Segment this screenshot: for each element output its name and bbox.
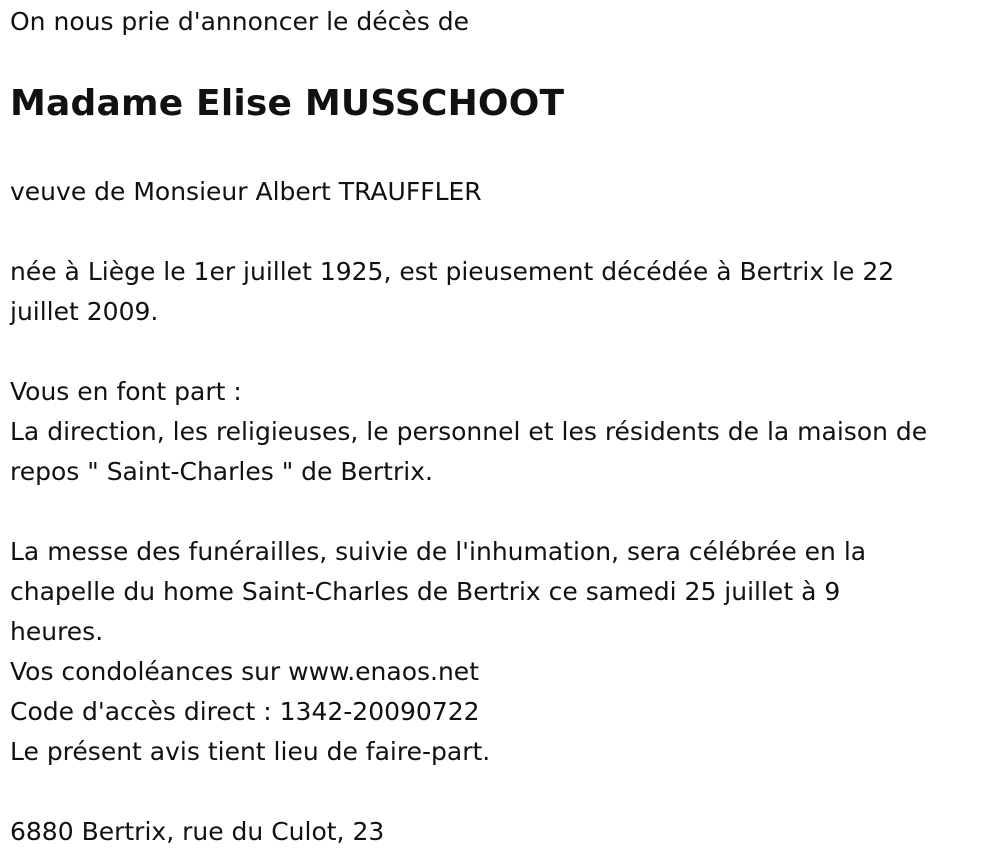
announcers-line-2: repos " Saint-Charles " de Bertrix. xyxy=(10,457,433,486)
faire-part-text: Le présent avis tient lieu de faire-part. xyxy=(10,737,491,766)
access-code-text: Code d'accès direct : 1342-20090722 xyxy=(10,697,480,726)
condolences-text: Vos condoléances sur www.enaos.net xyxy=(10,657,479,686)
spacer xyxy=(10,492,990,532)
announcers-line-1: La direction, les religieuses, le personnel et les résidents de la maison de xyxy=(10,417,928,446)
intro-text: On nous prie d'annoncer le décès de xyxy=(10,7,469,36)
funeral-line-2: chapelle du home Saint-Charles de Bertrix ce samedi 25 juillet à 9 xyxy=(10,577,841,606)
birth-death-line-1: née à Liège le 1er juillet 1925, est pieusement décédée à Bertrix le 22 xyxy=(10,257,895,286)
spacer xyxy=(10,772,990,812)
deceased-name: Madame Elise MUSSCHOOT xyxy=(10,83,565,124)
announcers-label: Vous en font part : xyxy=(10,377,242,406)
funeral-line-3: heures. xyxy=(10,617,104,646)
spacer xyxy=(10,212,990,252)
birth-death-line-2: juillet 2009. xyxy=(10,297,159,326)
address-text: 6880 Bertrix, rue du Culot, 23 xyxy=(10,817,385,846)
death-notice xyxy=(10,0,990,852)
funeral-line-1: La messe des funérailles, suivie de l'inhumation, sera célébrée en la xyxy=(10,537,867,566)
widow-of-text: veuve de Monsieur Albert TRAUFFLER xyxy=(10,177,482,206)
spacer xyxy=(10,332,990,372)
